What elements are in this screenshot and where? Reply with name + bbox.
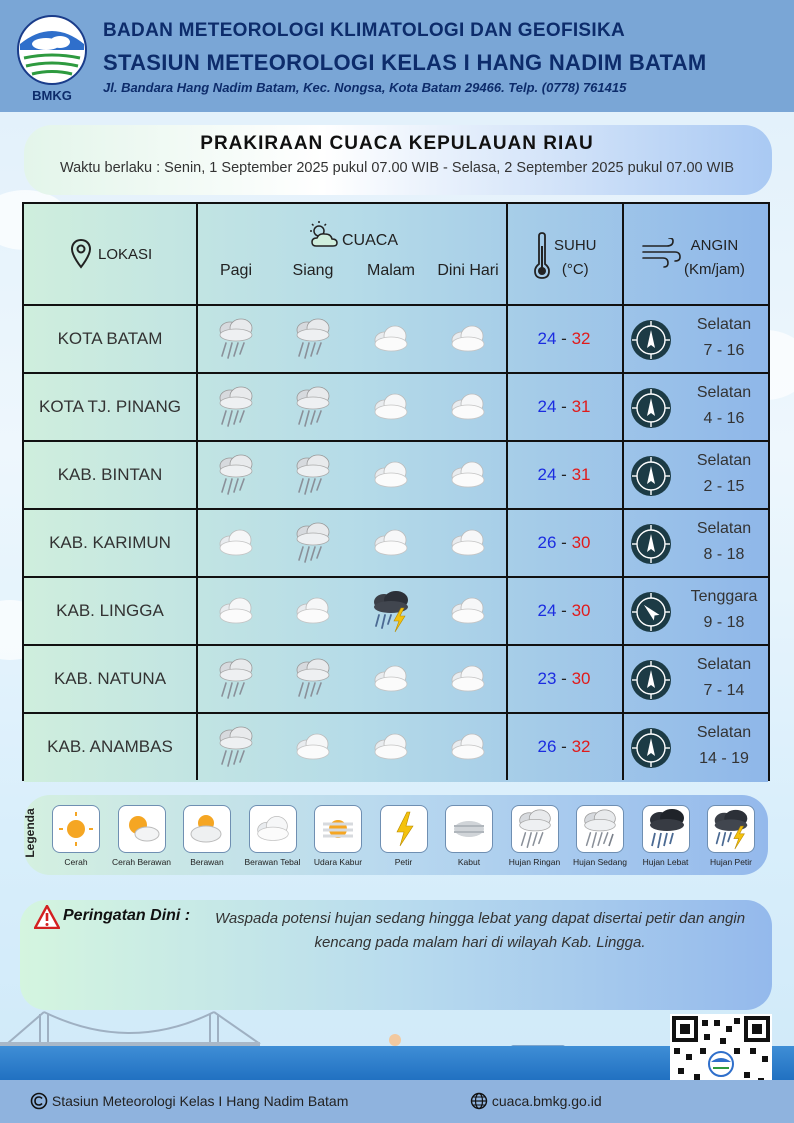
cloudy-icon	[212, 520, 260, 566]
light-rain-icon	[289, 520, 337, 566]
bmkg-logo	[16, 14, 88, 106]
legend-label: Hujan Petir	[709, 857, 753, 867]
location-name: KOTA TJ. PINANG	[38, 397, 181, 416]
location-name: KOTA BATAM	[57, 329, 163, 348]
temp-max: 30	[571, 533, 591, 552]
wind-direction: Selatan	[696, 724, 752, 741]
legend-label: Cerah	[64, 857, 88, 867]
temp-max: 32	[571, 329, 591, 348]
wind-direction: Selatan	[696, 520, 752, 537]
haze-icon	[315, 806, 361, 852]
cloudy-icon	[184, 806, 230, 852]
legend-label: Cerah Berawan	[111, 857, 172, 867]
header-suhu-unit: (°C)	[561, 261, 589, 278]
header-angin-unit: (Km/jam)	[684, 261, 745, 278]
partly-cloudy-icon	[119, 806, 165, 852]
column-divider	[506, 204, 508, 304]
header-period-dini-hari: Dini Hari	[437, 262, 499, 279]
page-title: PRAKIRAAN CUACA KEPULAUAN RIAU	[200, 133, 594, 154]
light-rain-icon	[289, 384, 337, 430]
wind-compass-icon	[629, 318, 673, 362]
legend-item	[568, 805, 632, 867]
wind-compass-icon	[629, 726, 673, 770]
wind-speed: 14 - 19	[699, 750, 749, 767]
thermometer-icon	[532, 232, 552, 280]
validity-period: Waktu berlaku : Senin, 1 September 2025 pukul 07.00 WIB - Selasa, 2 September 2025 pukul 07.00 WIB	[59, 160, 735, 176]
legend-icon-box	[511, 805, 559, 853]
legend-title: Legenda	[23, 808, 37, 858]
table-header	[24, 204, 768, 306]
column-divider	[196, 306, 198, 372]
temp-min: 26	[537, 533, 557, 552]
temperature-range	[506, 510, 622, 576]
wind-direction: Selatan	[696, 656, 752, 673]
legend-icon-box	[52, 805, 100, 853]
station-address: Jl. Bandara Hang Nadim Batam, Kec. Nongsa, Kota Batam 29466. Telp. (0778) 761415	[103, 80, 627, 95]
location-pin-icon	[70, 238, 92, 270]
temp-min: 24	[537, 465, 557, 484]
header-cuaca: CUACA	[342, 232, 399, 249]
table-row	[24, 510, 768, 578]
light-rain-icon	[289, 452, 337, 498]
wind-compass-icon	[629, 522, 673, 566]
legend-icon-box	[642, 805, 690, 853]
cloudy-icon	[289, 724, 337, 770]
temp-separator: -	[561, 465, 567, 484]
logo-text: BMKG	[32, 88, 72, 103]
legend-icon-box	[314, 805, 362, 853]
thunderstorm-icon	[367, 588, 415, 634]
header-bar	[0, 0, 794, 112]
wind-compass-icon	[629, 454, 673, 498]
legend-label: Berawan Tebal	[244, 857, 301, 867]
temp-separator: -	[561, 329, 567, 348]
temperature-range	[506, 646, 622, 712]
temp-max: 31	[571, 397, 591, 416]
wind-direction: Selatan	[696, 384, 752, 401]
column-divider	[196, 646, 198, 712]
cloudy-icon	[444, 724, 492, 770]
wind-compass-icon	[629, 658, 673, 702]
location-name: KAB. ANAMBAS	[47, 737, 173, 756]
sun-cloud-icon	[307, 220, 339, 250]
legend-label: Hujan Ringan	[508, 857, 561, 867]
column-divider	[196, 204, 198, 304]
column-divider	[196, 510, 198, 576]
cloudy-icon	[212, 588, 260, 634]
table-row	[24, 646, 768, 714]
header-period-pagi: Pagi	[219, 262, 253, 279]
wind-icon	[641, 238, 681, 268]
cloudy-icon	[367, 520, 415, 566]
legend-item	[306, 805, 370, 867]
light-rain-icon	[212, 316, 260, 362]
legend-label: Udara Kabur	[313, 857, 363, 867]
thunderstorm-icon	[708, 806, 754, 852]
temperature-range	[506, 374, 622, 440]
globe-icon	[470, 1092, 488, 1110]
temp-max: 32	[571, 737, 591, 756]
light-rain-icon	[212, 656, 260, 702]
legend-item	[699, 805, 763, 867]
temp-min: 23	[537, 669, 557, 688]
warning-text: Waspada potensi hujan sedang hingga lebat yang dapat disertai petir dan angin kencang pada malam hari di wilayah Kab. Lingga.	[214, 910, 746, 951]
header-period-siang: Siang	[292, 262, 334, 279]
column-divider	[622, 306, 624, 372]
cloudy-icon	[444, 588, 492, 634]
legend-icon-box	[707, 805, 755, 853]
legend-item	[503, 805, 567, 867]
cloudy-icon	[367, 724, 415, 770]
header-period-malam: Malam	[366, 262, 415, 279]
station-name: STASIUN METEOROLOGI KELAS I HANG NADIM BATAM	[103, 50, 707, 75]
legend-item	[437, 805, 501, 867]
overcast-icon	[250, 806, 296, 852]
wind-compass-icon	[629, 590, 673, 634]
light-rain-icon	[212, 724, 260, 770]
temp-max: 31	[571, 465, 591, 484]
legend-icon-box	[576, 805, 624, 853]
legend-label: Petir	[394, 857, 413, 867]
location-name: KAB. LINGGA	[56, 601, 164, 620]
column-divider	[622, 374, 624, 440]
wind-direction: Selatan	[696, 316, 752, 333]
legend-icon-box	[249, 805, 297, 853]
column-divider	[622, 204, 624, 304]
legend-item	[372, 805, 436, 867]
wind-speed: 8 - 18	[703, 546, 745, 563]
location-name: KAB. BINTAN	[57, 465, 163, 484]
heavy-rain-icon	[643, 806, 689, 852]
location-name: KAB. KARIMUN	[49, 533, 171, 552]
legend-icon-box	[380, 805, 428, 853]
legend-icon-box	[445, 805, 493, 853]
table-row	[24, 306, 768, 374]
wind-speed: 4 - 16	[703, 410, 745, 427]
temperature-range	[506, 442, 622, 508]
column-divider	[196, 374, 198, 440]
warning-title: Peringatan Dini :	[63, 907, 191, 924]
cloudy-icon	[444, 316, 492, 362]
footer-copyright-text: Stasiun Meteorologi Kelas I Hang Nadim Batam	[51, 1093, 349, 1109]
temp-min: 26	[537, 737, 557, 756]
legend-label: Hujan Sedang	[573, 857, 627, 867]
legend-item	[175, 805, 239, 867]
column-divider	[196, 578, 198, 644]
wind-direction: Tenggara	[690, 588, 758, 605]
light-rain-icon	[212, 384, 260, 430]
wind-compass-icon	[629, 386, 673, 430]
temp-separator: -	[561, 397, 567, 416]
table-row	[24, 442, 768, 510]
column-divider	[196, 442, 198, 508]
wind-speed: 7 - 14	[703, 682, 745, 699]
legend-icon-box	[118, 805, 166, 853]
legend-item	[110, 805, 174, 867]
column-divider	[622, 578, 624, 644]
wind-speed: 9 - 18	[703, 614, 745, 631]
temperature-range	[506, 306, 622, 372]
temp-separator: -	[561, 533, 567, 552]
table-row	[24, 714, 768, 782]
cloudy-icon	[444, 656, 492, 702]
header-suhu-label: SUHU	[554, 237, 597, 254]
column-divider	[622, 714, 624, 780]
legend-label: Hujan Lebat	[642, 857, 689, 867]
footer-website-link[interactable]: cuaca.bmkg.go.id	[491, 1093, 602, 1109]
wind-direction: Selatan	[696, 452, 752, 469]
cloudy-icon	[444, 384, 492, 430]
cloudy-icon	[289, 588, 337, 634]
temp-separator: -	[561, 669, 567, 688]
table-row	[24, 374, 768, 442]
header-angin	[684, 234, 745, 282]
cloudy-icon	[367, 452, 415, 498]
legend-icon-box	[183, 805, 231, 853]
temp-min: 24	[537, 601, 557, 620]
column-divider	[196, 714, 198, 780]
column-divider	[622, 646, 624, 712]
header-angin-label: ANGIN	[690, 237, 739, 254]
legend-item	[44, 805, 108, 867]
column-divider	[622, 442, 624, 508]
cloudy-icon	[367, 656, 415, 702]
header-lokasi: LOKASI	[98, 246, 153, 263]
footer-website[interactable]	[470, 1092, 602, 1110]
lightning-icon	[381, 806, 427, 852]
wind-speed: 2 - 15	[703, 478, 745, 495]
light-rain-icon	[289, 316, 337, 362]
light-rain-icon	[212, 452, 260, 498]
legend-label: Kabut	[457, 857, 481, 867]
sunny-icon	[53, 806, 99, 852]
temp-min: 24	[537, 397, 557, 416]
temp-max: 30	[571, 601, 591, 620]
location-name: KAB. NATUNA	[53, 669, 167, 688]
warning-icon	[34, 905, 60, 929]
cloudy-icon	[444, 520, 492, 566]
legend-label: Berawan	[190, 857, 224, 867]
temperature-range	[506, 578, 622, 644]
cloudy-icon	[367, 316, 415, 362]
footer-copyright	[30, 1092, 348, 1110]
temp-separator: -	[561, 737, 567, 756]
moderate-rain-icon	[577, 806, 623, 852]
fog-icon	[446, 806, 492, 852]
table-row	[24, 578, 768, 646]
legend-item	[634, 805, 698, 867]
temp-separator: -	[561, 601, 567, 620]
forecast-table	[22, 202, 770, 781]
legend-item	[241, 805, 305, 867]
org-name: BADAN METEOROLOGI KLIMATOLOGI DAN GEOFISIKA	[103, 20, 626, 41]
wind-speed: 7 - 16	[703, 342, 745, 359]
column-divider	[622, 510, 624, 576]
temp-max: 30	[571, 669, 591, 688]
copyright-icon	[30, 1092, 48, 1110]
cloudy-icon	[367, 384, 415, 430]
light-rain-icon	[289, 656, 337, 702]
temperature-range	[506, 714, 622, 780]
header-suhu	[554, 234, 597, 282]
light-rain-icon	[512, 806, 558, 852]
temp-min: 24	[537, 329, 557, 348]
cloudy-icon	[444, 452, 492, 498]
